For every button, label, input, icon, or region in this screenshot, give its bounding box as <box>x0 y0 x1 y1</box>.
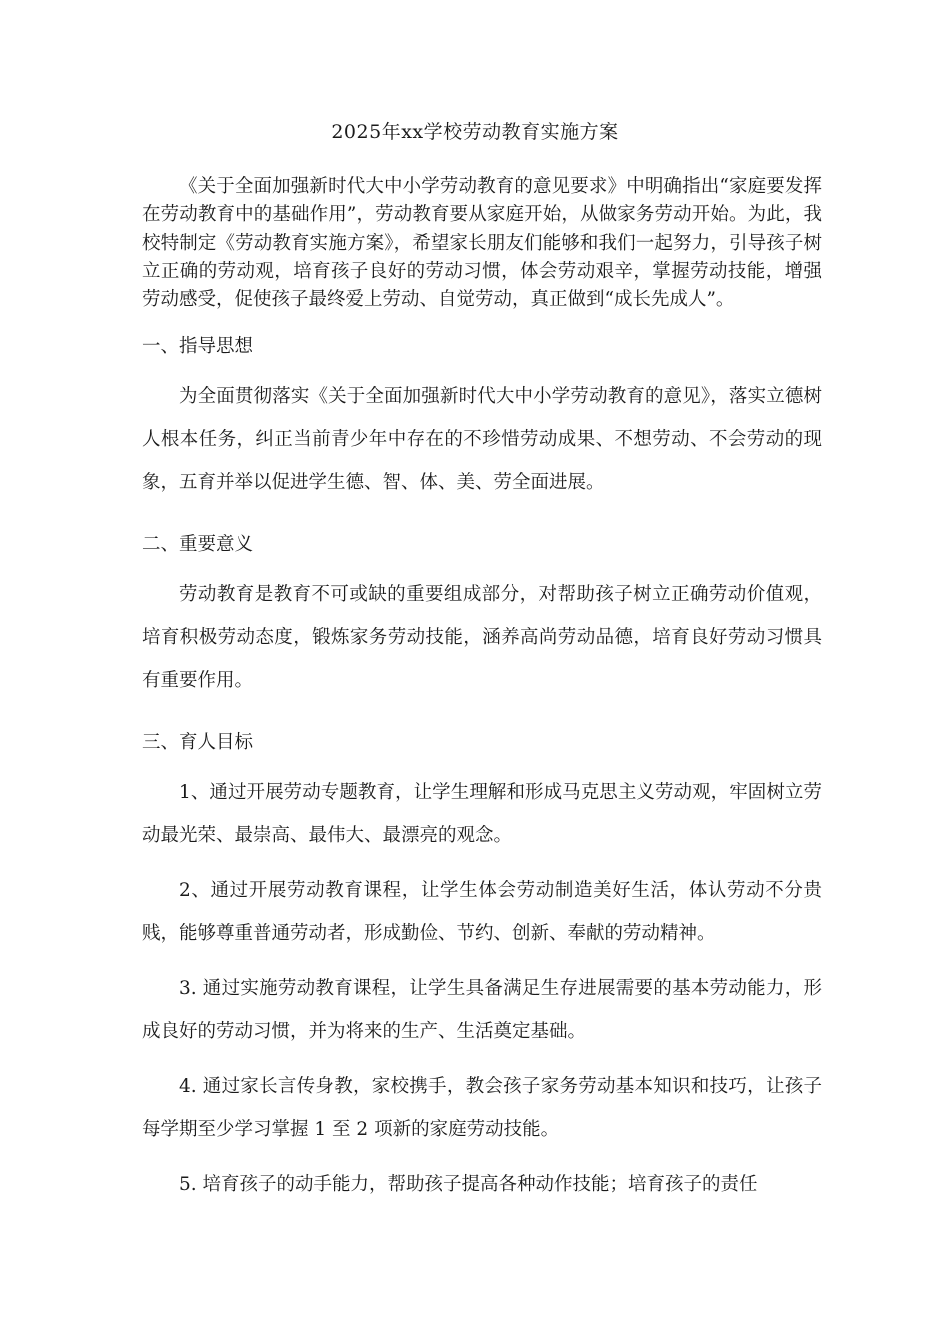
importance-paragraph: 劳动教育是教育不可或缺的重要组成部分，对帮助孩子树立正确劳动价值观，培育积极劳动态度，锻炼家务劳动技能，涵养高尚劳动品德，培育良好劳动习惯具有重要作用。 <box>142 584 822 691</box>
intro-paragraph: 《关于全面加强新时代大中小学劳动教育的意见要求》中明确指出“家庭要发挥在劳动教育中的基础作用”，劳动教育要从家庭开始，从做家务劳动开始。为此，我校特制定《劳动教育实施方案》，希望家长朋友们能够和我们一起努力，引导孩子树立正确的劳动观，培育孩子良好的劳动习惯，体会劳动艰辛，掌握劳动技能，增强劳动感受，促使孩子最终爱上劳动、自觉劳动，真正做到“成长先成人”。 <box>142 176 822 311</box>
goal-item-3: 3. 通过实施劳动教育课程，让学生具备满足生存进展需要的基本劳动能力，形成良好的劳动习惯，并为将来的生产、生活奠定基础。 <box>142 978 822 1042</box>
goal-item-1: 1、通过开展劳动专题教育，让学生理解和形成马克思主义劳动观，牢固树立劳动最光荣、最崇高、最伟大、最漂亮的观念。 <box>142 782 822 846</box>
section-heading-education-goals: 三、育人目标 <box>142 732 254 753</box>
document-title: 2025年xx学校劳动教育实施方案 <box>331 121 619 143</box>
goal-item-2: 2、通过开展劳动教育课程，让学生体会劳动制造美好生活，体认劳动不分贵贱，能够尊重普通劳动者，形成勤俭、节约、创新、奉献的劳动精神。 <box>142 880 822 944</box>
goal-item-4: 4. 通过家长言传身教，家校携手，教会孩子家务劳动基本知识和技巧，让孩子每学期至少学习掌握 1 至 2 项新的家庭劳动技能。 <box>142 1076 822 1140</box>
section-heading-importance: 二、重要意义 <box>142 534 254 555</box>
guiding-ideology-paragraph: 为全面贯彻落实《关于全面加强新时代大中小学劳动教育的意见》，落实立德树人根本任务，纠正当前青少年中存在的不珍惜劳动成果、不想劳动、不会劳动的现象，五育并举以促进学生德、智、体、美、劳全面进展。 <box>142 386 822 493</box>
section-heading-guiding-ideology: 一、指导思想 <box>142 336 254 357</box>
goal-item-5: 5. 培育孩子的动手能力，帮助孩子提高各种动作技能；培育孩子的责任 <box>179 1174 758 1195</box>
